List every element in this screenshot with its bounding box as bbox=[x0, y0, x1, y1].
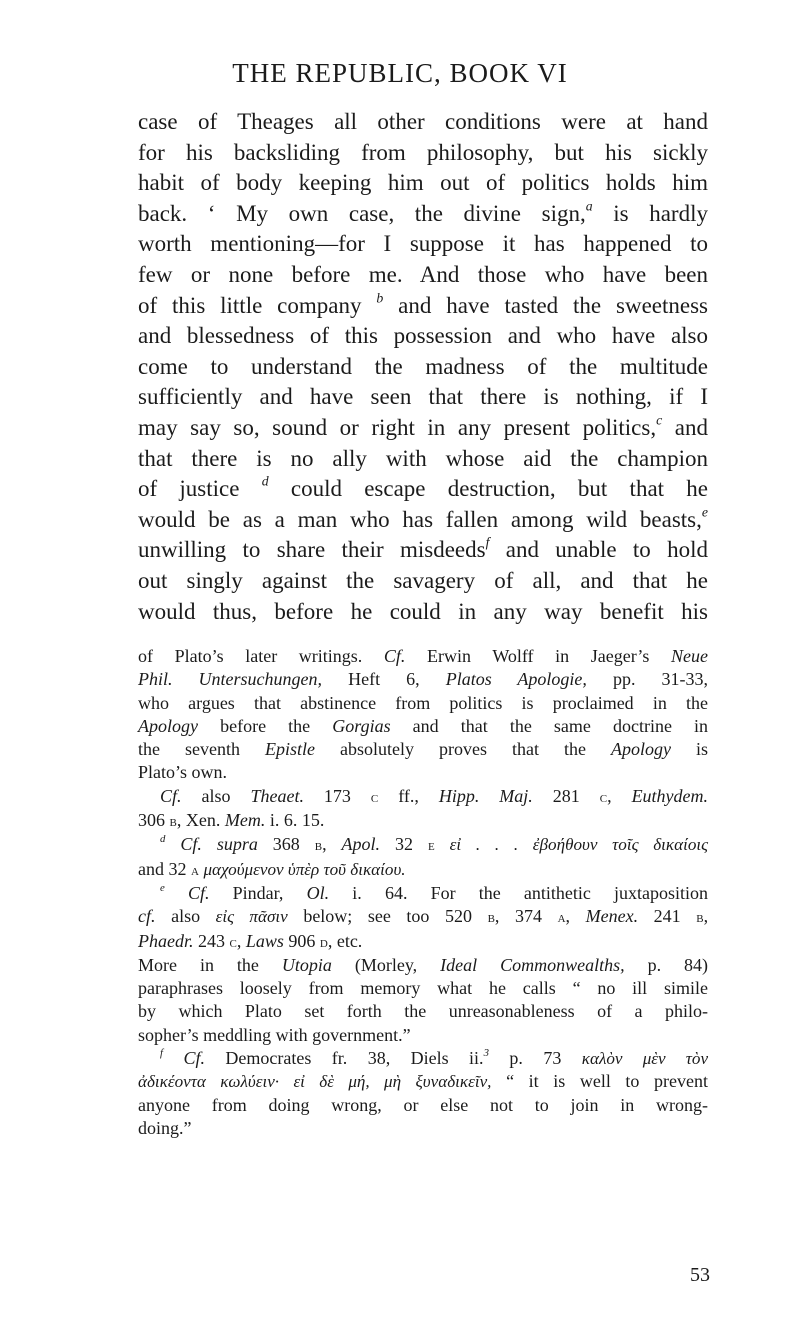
text-line: habit of body keeping him out of politics holds him bbox=[138, 170, 708, 196]
footnote-line: sopher’s meddling with government.” bbox=[138, 1024, 411, 1045]
text-line: may say so, sound or right in any present politics,$^c$ and bbox=[138, 412, 708, 440]
footnote-line: who argues that abstinence from politics is proclaimed in the bbox=[138, 692, 708, 713]
note-marker: a bbox=[585, 198, 593, 214]
page-number: 53 bbox=[690, 1264, 710, 1286]
text-line: worth mentioning—for I suppose it has happened to bbox=[138, 231, 708, 257]
footnote-line: by which Plato set forth the unreasonableness of a philo- bbox=[138, 1001, 708, 1022]
note-marker: e bbox=[701, 504, 708, 520]
text-line: of justice $^d$ could escape destruction, but that he bbox=[138, 473, 709, 502]
text-line: sufficiently and have seen that there is nothing, if I bbox=[138, 384, 708, 410]
footnote-line: cf. also εἰς πᾶσιν below; see too 520 b, 374 a, Menex. 241 b, bbox=[138, 906, 709, 927]
footnote-line: doing.” bbox=[138, 1117, 192, 1138]
text-line: out singly against the savagery of all, and that he bbox=[138, 567, 708, 593]
footnote-line: Phil. Untersuchungen, Heft 6, Platos Apologie, pp. 31-33, bbox=[138, 669, 709, 690]
footnote-line: paraphrases loosely from memory what he calls “ no ill simile bbox=[138, 978, 708, 999]
text-line: would thus, before he could in any way benefit his bbox=[138, 598, 708, 624]
note-marker: c bbox=[656, 412, 663, 428]
footnote-line: Apology before the Gorgias and that the same doctrine in bbox=[138, 715, 709, 736]
footnote-line: More in the Utopia (Morley, Ideal Commonwealths, p. 84) bbox=[138, 954, 709, 975]
text-line: would be as a man who has fallen among wild beasts,$^e$ bbox=[138, 504, 708, 532]
footnote-line: $^f$ Cf. Democrates fr. 38, Diels ii.$^3$ p. 73 καλὸν μὲν τὸν bbox=[160, 1046, 709, 1069]
text-line: come to understand the madness of the multitude bbox=[138, 353, 708, 379]
footnote-line: of Plato’s later writings. Cf. Erwin Wolff in Jaeger’s Neue bbox=[138, 646, 708, 666]
footnote-line: ἀδικέοντα κωλύειν· εἰ δὲ μή, μὴ ξυναδικεῖν, “ it is well to prevent bbox=[138, 1071, 709, 1092]
note-marker: f bbox=[485, 534, 490, 550]
text-line: and blessedness of this possession and who have also bbox=[138, 323, 708, 349]
footnote-line: Phaedr. 243 c, Laws 906 d, etc. bbox=[138, 930, 363, 951]
text-line: of this little company $^b$ and have tasted the sweetness bbox=[138, 290, 708, 318]
footnote-line: and 32 a μαχούμενον ὑπὲρ τοῦ δικαίου. bbox=[138, 858, 406, 879]
footnote-line: the seventh Epistle absolutely proves that the Apology is bbox=[138, 739, 709, 760]
footnote-line: $^e$ Cf. Pindar, Ol. i. 64. For the antithetic juxtaposition bbox=[160, 881, 709, 903]
main-text bbox=[138, 107, 708, 627]
text-line: back. ‘ My own case, the divine sign,$^a$ is hardly bbox=[138, 198, 708, 226]
note-marker: d bbox=[261, 473, 269, 489]
note-marker: b bbox=[376, 290, 384, 306]
text-line: for his backsliding from philosophy, but his sickly bbox=[138, 139, 708, 165]
text-line: unwilling to share their misdeeds$^f$ and unable to hold bbox=[138, 534, 708, 563]
running-header: THE REPUBLIC, BOOK VI bbox=[232, 58, 568, 88]
text-line: few or none before me. And those who have been bbox=[138, 261, 708, 287]
text-line: case of Theages all other conditions were at hand bbox=[138, 109, 708, 134]
footnote-line: Cf. also Theaet. 173 c ff., Hipp. Maj. 281 c, Euthydem. bbox=[160, 785, 709, 806]
text-line: that there is no ally with whose aid the champion bbox=[138, 445, 708, 471]
footnote-line: 306 b, Xen. Mem. i. 6. 15. bbox=[138, 810, 325, 831]
footnotes bbox=[138, 645, 708, 1140]
footnote-line: anyone from doing wrong, or else not to join in wrong- bbox=[138, 1094, 708, 1115]
footnote-line: Plato’s own. bbox=[138, 762, 228, 783]
footnote-line: $^d$ Cf. supra 368 b, Apol. 32 e εἰ . . . ἐβοήθουν τοῖς δικαίοις bbox=[160, 833, 709, 855]
